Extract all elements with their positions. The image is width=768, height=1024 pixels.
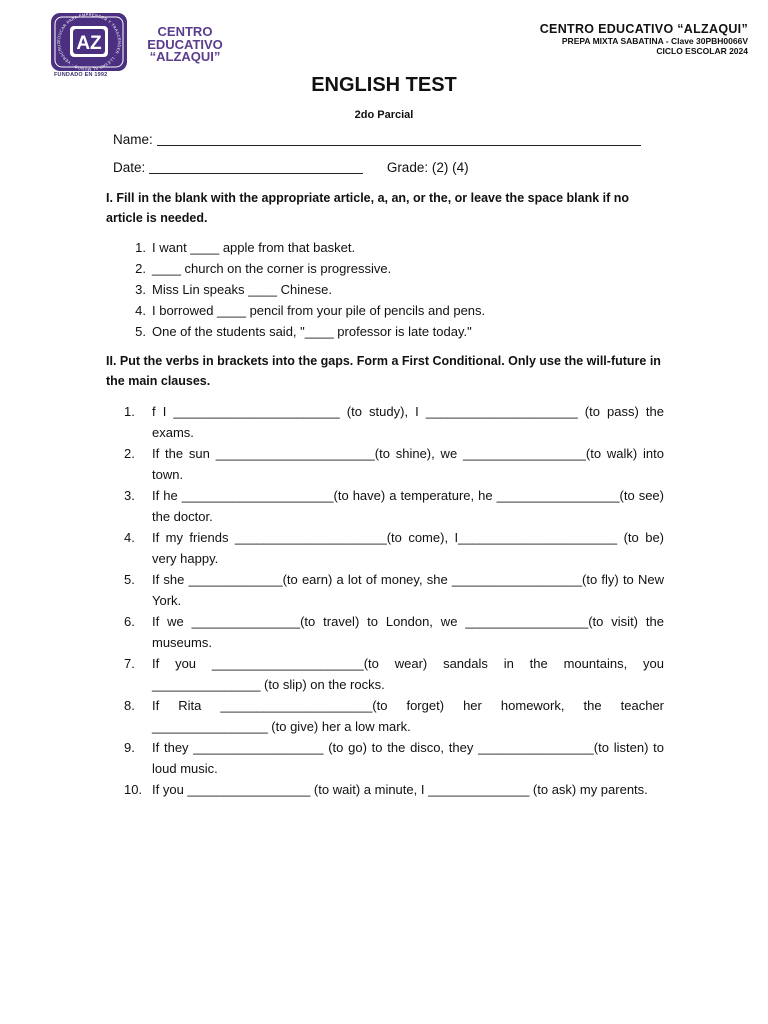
page-subtitle: 2do Parcial — [354, 109, 414, 121]
list-item: 1. I want ____ apple from that basket. — [135, 240, 356, 255]
item-text: If you _________________ (to wait) a minute, I ______________ (to ask) my parents. — [152, 782, 648, 797]
name-field[interactable] — [157, 133, 641, 146]
school-clave: PREPA MIXTA SABATINA - Clave 30PBH0066V — [561, 36, 748, 46]
list-item: 10. If you _________________ (to wait) a minute, I ______________ (to ask) my parents. — [124, 782, 648, 797]
section-2-list — [124, 401, 664, 800]
item-text: If the sun ______________________(to shine), we _________________(to walk) into town. — [152, 446, 664, 482]
name-field-row — [113, 132, 641, 147]
school-cycle: CICLO ESCOLAR 2024 — [656, 46, 748, 56]
list-item: 7. If you _____________________(to wear) sandals in the mountains, you _______________ (to slip) on the rocks. — [124, 656, 664, 692]
item-text: If she _____________(to earn) a lot of money, she __________________(to fly) to New York. — [152, 572, 664, 608]
list-item: 3. Miss Lin speaks ____ Chinese. — [135, 282, 332, 297]
list-item: 1. f I _______________________ (to study), I _____________________ (to pass) the exams. — [124, 404, 664, 440]
list-item: 5. One of the students said, "____ professor is late today." — [135, 324, 472, 339]
item-text: If you _____________________(to wear) sandals in the mountains, you _______________ (to slip) on the rocks. — [152, 656, 664, 692]
section-1-list — [128, 237, 664, 342]
item-text: One of the students said, "____ professor is late today." — [152, 324, 472, 339]
item-text: I want ____ apple from that basket. — [152, 240, 356, 255]
list-item: 9. If they __________________ (to go) to the disco, they ________________(to listen) to loud music. — [124, 740, 664, 776]
page-title: ENGLISH TEST — [311, 74, 457, 96]
name-label: Name: — [113, 132, 153, 147]
item-text: If they __________________ (to go) to the disco, they ________________(to listen) to loud music. — [152, 740, 664, 776]
item-text: If we _______________(to travel) to London, we _________________(to visit) the museums. — [152, 614, 664, 650]
list-item: 3. If he _____________________(to have) a temperature, he _________________(to see) the doctor. — [124, 488, 664, 524]
date-label: Date: — [113, 160, 146, 175]
school-name: CENTRO EDUCATIVO “ALZAQUI” — [539, 22, 748, 36]
school-info — [540, 22, 748, 56]
item-text: f I _______________________ (to study), I _____________________ (to pass) the exams. — [152, 404, 664, 440]
list-item: 2. ____ church on the corner is progressive. — [135, 261, 392, 276]
list-item: 2. If the sun ______________________(to shine), we _________________(to walk) into town. — [124, 446, 664, 482]
item-text: I borrowed ____ pencil from your pile of pencils and pens. — [152, 303, 486, 318]
list-item: 4. I borrowed ____ pencil from your pile of pencils and pens. — [135, 303, 486, 318]
seal-logo-icon — [50, 12, 128, 72]
brand-name: CENTRO EDUCATIVO “ALZAQUI” — [147, 24, 223, 64]
date-field-row — [113, 160, 469, 175]
svg-text:AZ: AZ — [76, 33, 102, 54]
grade-label: Grade: (2) (4) — [386, 160, 469, 175]
item-text: If Rita _____________________(to forget) her homework, the teacher ________________ (to give) her a low mark. — [152, 698, 664, 734]
list-item: 6. If we _______________(to travel) to London, we _________________(to visit) the museums. — [124, 614, 664, 650]
section-2-heading: II. Put the verbs in brackets into the gaps. Form a First Conditional. Only use the will-future in the main clauses. — [106, 354, 661, 388]
date-field[interactable] — [149, 161, 363, 174]
founded-caption: FUNDADO EN 1992 — [54, 72, 108, 78]
svg-text:EDUCAR PARA EMPRENDER Y TRASCE: EDUCAR PARA EMPRENDER Y TRASCENDER · LLEVAR AL MUNDO · VERACRUZ — [55, 12, 123, 72]
item-text: If my friends _____________________(to come), I______________________ (to be) very happy. — [152, 530, 664, 566]
list-item: 5. If she _____________(to earn) a lot of money, she __________________(to fly) to New York. — [124, 572, 664, 608]
section-1-heading: I. Fill in the blank with the appropriate article, a, an, or the, or leave the space blank if no article is needed. — [106, 191, 630, 225]
item-text: ____ church on the corner is progressive. — [152, 261, 392, 276]
item-text: If he _____________________(to have) a temperature, he _________________(to see) the doctor. — [152, 488, 664, 524]
list-item: 8. If Rita _____________________(to forget) her homework, the teacher ________________ (to give) her a low mark. — [124, 698, 664, 734]
list-item: 4. If my friends _____________________(to come), I______________________ (to be) very happy. — [124, 530, 664, 566]
item-text: Miss Lin speaks ____ Chinese. — [152, 282, 332, 297]
